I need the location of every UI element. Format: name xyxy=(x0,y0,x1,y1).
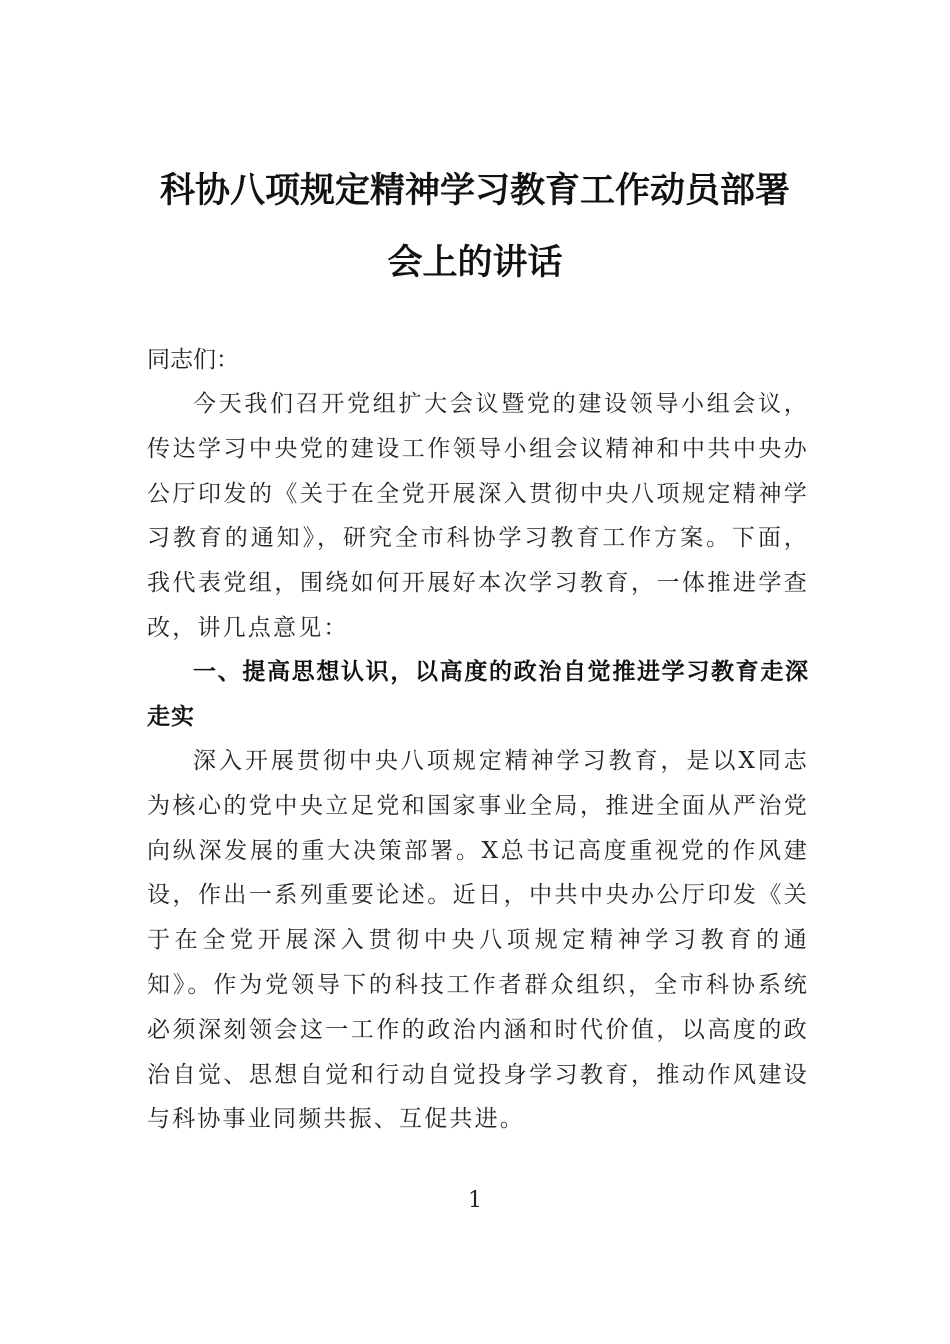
paragraph-intro: 今天我们召开党组扩大会议暨党的建设领导小组会议，传达学习中央党的建设工作领导小组会议精神和中共中央办公厅印发的《关于在全党开展深入贯彻中央八项规定精神学习教育的通知》，研究全市科协学习教育工作方案。下面，我代表党组，围绕如何开展好本次学习教育，一体推进学查改，讲几点意见： xyxy=(147,391,809,641)
section-heading-1: 一、提高思想认识，以高度的政治自觉推进学习教育走深走实 xyxy=(147,658,809,730)
paragraph-section-1: 深入开展贯彻中央八项规定精神学习教育，是以X同志为核心的党中央立足党和国家事业全局，推进全面从严治党向纵深发展的重大决策部署。X总书记高度重视党的作风建设，作出一系列重要论述。近日，中共中央办公厅印发《关于在全党开展深入贯彻中央八项规定精神学习教育的通知》。作为党领导下的科技工作者群众组织，全市科协系统必须深刻领会这一工作的政治内涵和时代价值，以高度的政治自觉、思想自觉和行动自觉投身学习教育，推动作风建设与科协事业同频共振、互促共进。 xyxy=(147,748,809,1133)
salutation: 同志们： xyxy=(147,347,239,373)
document-title-line-2: 会上的讲话 xyxy=(387,242,563,283)
page-number: 1 xyxy=(468,1188,482,1213)
document-title-line-1: 科协八项规定精神学习教育工作动员部署 xyxy=(159,170,790,211)
